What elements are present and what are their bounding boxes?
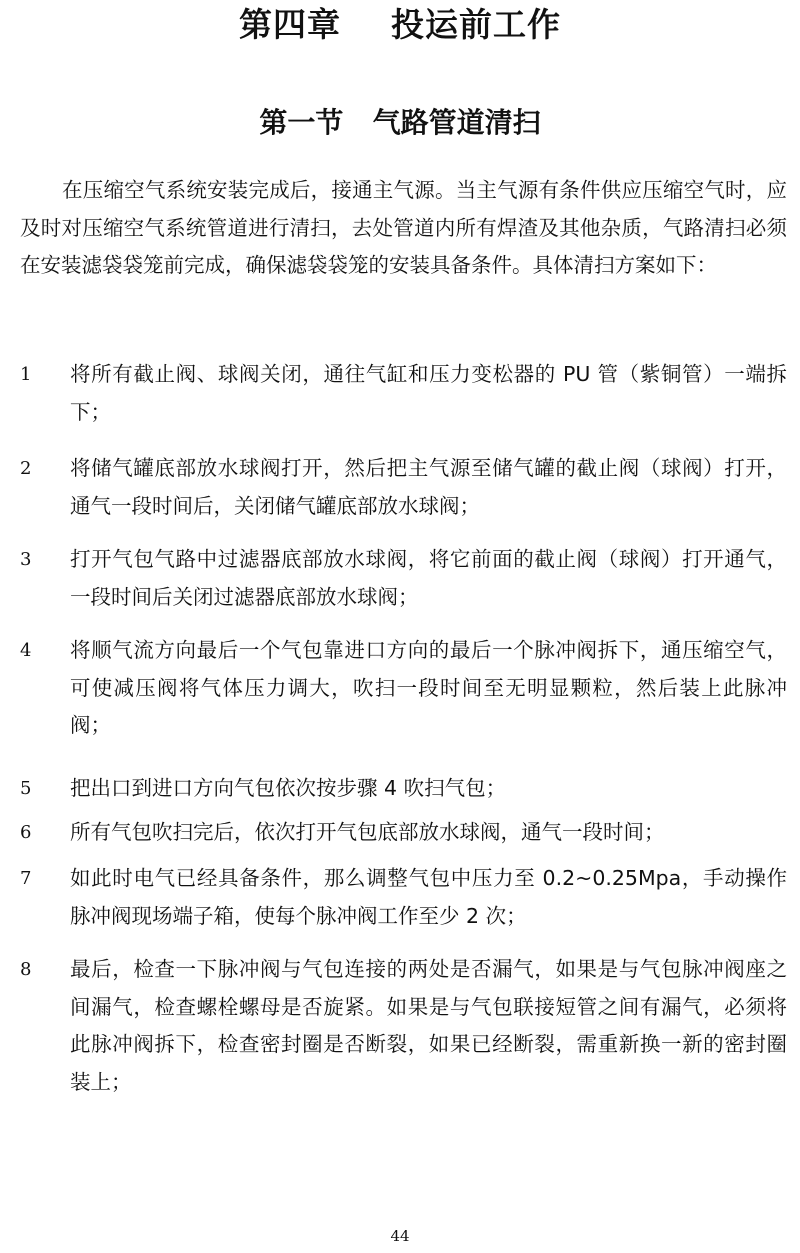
step-item-8 — [20, 951, 787, 1101]
step-text: 所有气包吹扫完后，依次打开气包底部放水球阀，通气一段时间； — [70, 820, 665, 844]
step-number: 1 — [20, 364, 32, 385]
step-number: 5 — [20, 778, 32, 799]
step-item-2 — [20, 450, 787, 525]
step-number: 7 — [20, 868, 32, 889]
step-item-4 — [20, 632, 787, 745]
step-text: 将储气罐底部放水球阀打开，然后把主气源至储气罐的截止阀（球阀）打开，通气一段时间后，关闭储气罐底部放水球阀； — [70, 456, 787, 518]
step-number: 8 — [20, 959, 32, 980]
step-number: 3 — [20, 549, 32, 570]
step-text: 最后，检查一下脉冲阀与气包连接的两处是否漏气，如果是与气包脉冲阀座之间漏气，检查螺栓螺母是否旋紧。如果是与气包联接短管之间有漏气，必须将此脉冲阀拆下，检查密封圈是否断裂，如果已经断裂，需重新换一新的密封圈装上； — [70, 957, 787, 1094]
step-text: 把出口到进口方向气包依次按步骤 4 吹扫气包； — [70, 776, 507, 800]
intro-paragraph: 在压缩空气系统安装完成后，接通主气源。当主气源有条件供应压缩空气时，应及时对压缩空气系统管道进行清扫，去处管道内所有焊渣及其他杂质，气路清扫必须在安装滤袋袋笼前完成，确保滤袋袋笼的安装具备条件。具体清扫方案如下： — [20, 178, 787, 277]
step-item-7 — [20, 860, 787, 935]
step-item-5 — [20, 770, 787, 808]
step-number: 6 — [20, 822, 32, 843]
step-text: 将所有截止阀、球阀关闭，通往气缸和压力变松器的 PU 管（紫铜管）一端拆下； — [70, 362, 787, 424]
section-title: 第一节 气路管道清扫 — [259, 106, 541, 139]
step-number: 2 — [20, 458, 32, 479]
step-text: 将顺气流方向最后一个气包靠进口方向的最后一个脉冲阀拆下，通压缩空气，可使减压阀将气体压力调大，吹扫一段时间至无明显颗粒，然后装上此脉冲阀； — [70, 638, 787, 737]
step-item-6 — [20, 814, 787, 852]
step-item-3 — [20, 541, 787, 616]
step-text: 打开气包气路中过滤器底部放水球阀，将它前面的截止阀（球阀）打开通气，一段时间后关闭过滤器底部放水球阀； — [70, 547, 787, 609]
page-number: 44 — [390, 1227, 410, 1245]
chapter-title: 第四章 投运前工作 — [239, 5, 561, 44]
step-item-1 — [20, 356, 787, 431]
step-number: 4 — [20, 640, 32, 661]
step-text: 如此时电气已经具备条件，那么调整气包中压力至 0.2~0.25Mpa，手动操作脉冲阀现场端子箱，使每个脉冲阀工作至少 2 次； — [70, 866, 787, 928]
